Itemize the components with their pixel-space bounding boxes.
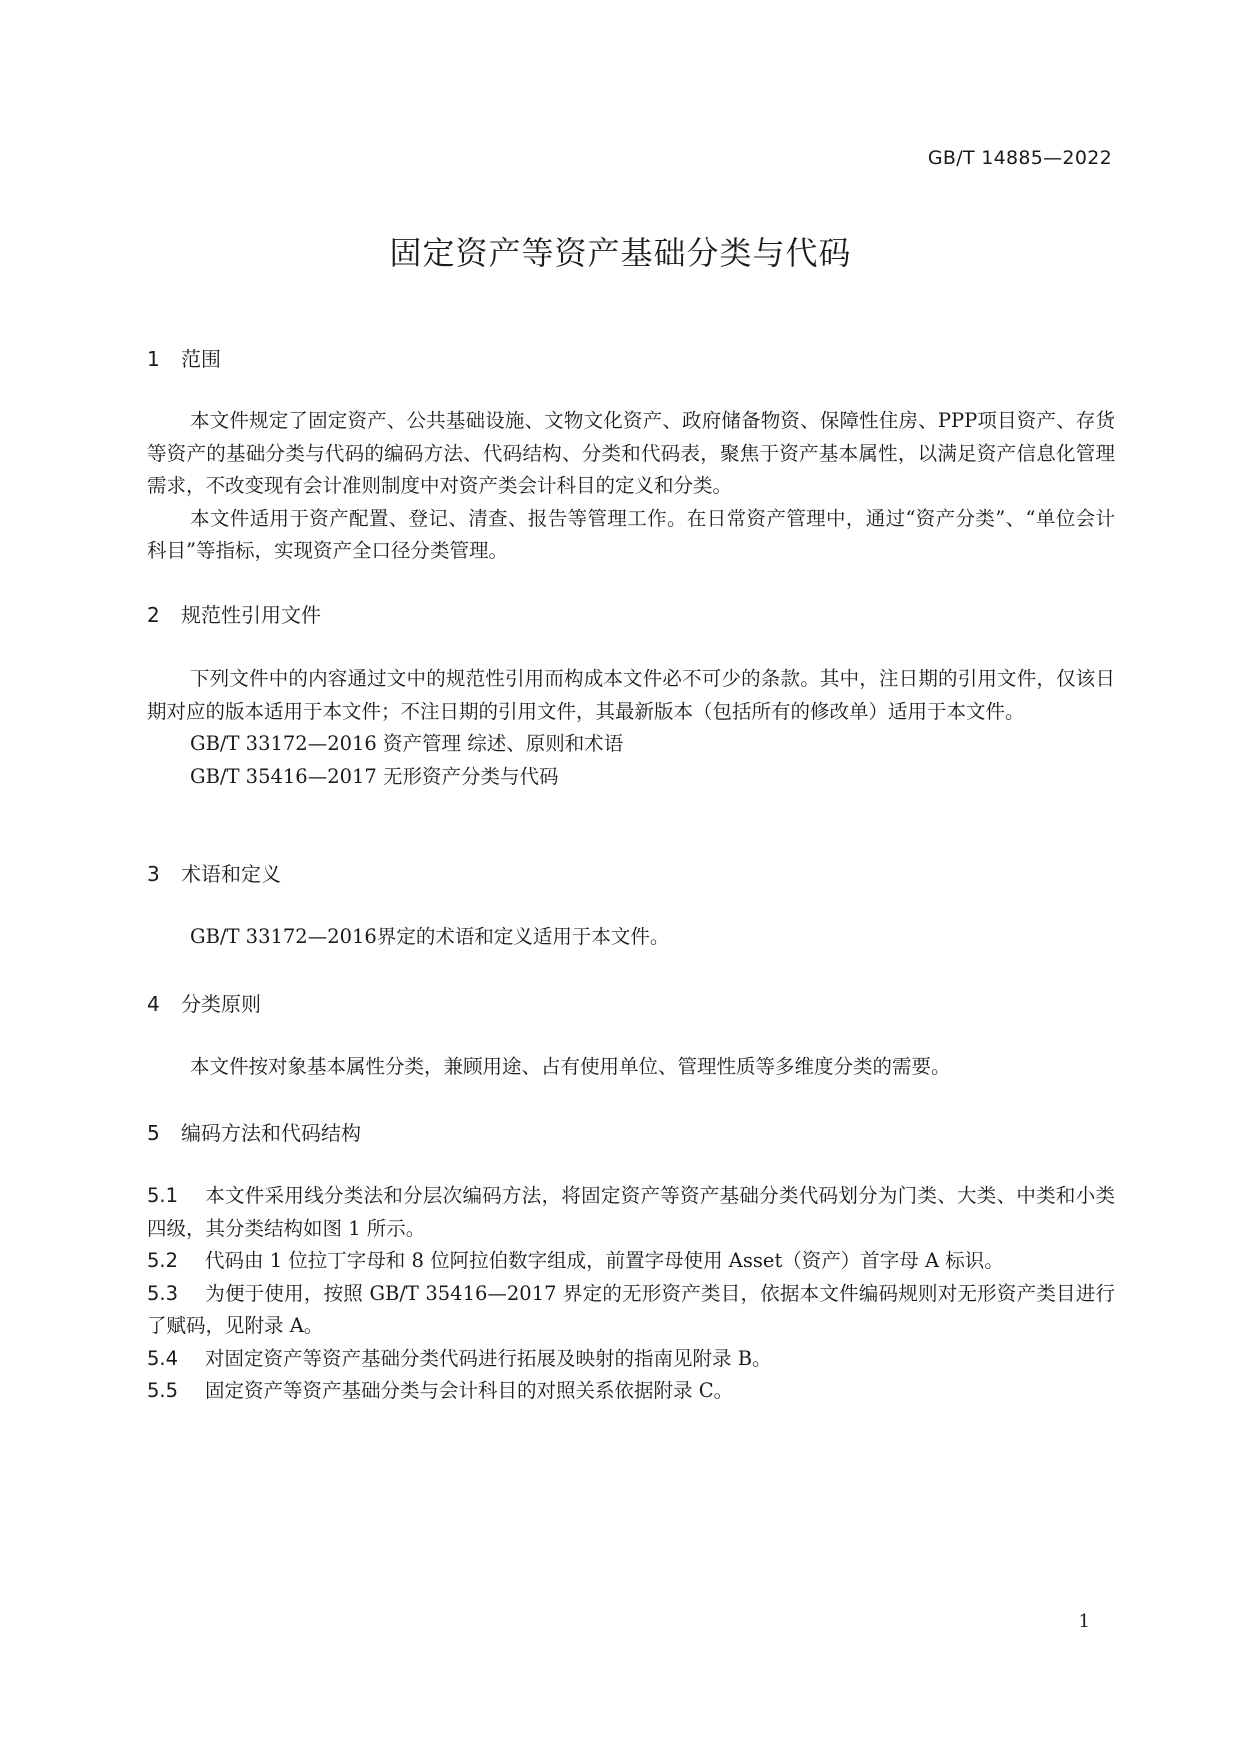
section-normative-references <box>147 599 1115 631</box>
section-title: 编码方法和代码结构 <box>181 1121 361 1145</box>
clause-number: 5.2 <box>147 1249 179 1272</box>
section-coding-method <box>147 1117 1115 1149</box>
paragraph: 本文件适用于资产配置、登记、清查、报告等管理工作。在日常资产管理中，通过“资产分类”、“单位会计科目”等指标，实现资产全口径分类管理。 <box>147 506 1115 562</box>
reference-item: GB/T 35416—2017 无形资产分类与代码 <box>190 764 559 788</box>
page-number: 1 <box>1078 1611 1090 1632</box>
section-heading <box>147 1117 1115 1149</box>
clause-text: 本文件采用线分类法和分层次编码方法，将固定资产等资产基础分类代码划分为门类、大类、中类和小类四级，其分类结构如图 1 所示。 <box>147 1184 1115 1240</box>
section-number: 3 <box>147 862 160 886</box>
section-classification-principles <box>147 988 1115 1020</box>
clause-number: 5.5 <box>147 1379 179 1402</box>
section-scope-body <box>147 405 1115 568</box>
standard-number: GB/T 14885—2022 <box>927 147 1112 169</box>
section-terms <box>147 858 1115 890</box>
section-heading <box>147 988 1115 1020</box>
clause <box>147 1180 1115 1245</box>
section-scope <box>147 343 1115 375</box>
paragraph: 本文件规定了固定资产、公共基础设施、文物文化资产、政府储备物资、保障性住房、PPP项目资产、存货等资产的基础分类与代码的编码方法、代码结构、分类和代码表，聚焦于资产基本属性，以满足资产信息化管理需求，不改变现有会计准则制度中对资产类会计科目的定义和分类。 <box>147 409 1115 497</box>
clause-number: 5.1 <box>147 1184 179 1207</box>
paragraph: GB/T 33172—2016界定的术语和定义适用于本文件。 <box>190 925 670 948</box>
clause-number: 5.3 <box>147 1281 179 1305</box>
section-heading <box>147 343 1115 375</box>
section-title: 范围 <box>181 347 221 371</box>
section-normative-references-body <box>147 663 1115 793</box>
clause <box>147 1375 1115 1408</box>
section-title: 分类原则 <box>181 992 261 1016</box>
document-title: 固定资产等资产基础分类与代码 <box>389 234 852 272</box>
section-number: 4 <box>147 992 160 1016</box>
section-title: 术语和定义 <box>181 862 281 886</box>
reference-item: GB/T 33172—2016 资产管理 综述、原则和术语 <box>190 732 624 755</box>
section-number: 5 <box>147 1121 160 1145</box>
paragraph: 本文件按对象基本属性分类，兼顾用途、占有使用单位、管理性质等多维度分类的需要。 <box>190 1055 951 1078</box>
clause-text: 代码由 1 位拉丁字母和 8 位阿拉伯数字组成，前置字母使用 Asset（资产）首字母 A 标识。 <box>205 1249 1004 1272</box>
clause <box>147 1245 1115 1278</box>
section-heading <box>147 599 1115 631</box>
section-heading <box>147 858 1115 890</box>
paragraph: 下列文件中的内容通过文中的规范性引用而构成本文件必不可少的条款。其中，注日期的引用文件，仅该日期对应的版本适用于本文件；不注日期的引用文件，其最新版本（包括所有的修改单）适用于本文件。 <box>147 667 1115 723</box>
clause-text: 固定资产等资产基础分类与会计科目的对照关系依据附录 C。 <box>205 1379 734 1402</box>
clause <box>147 1343 1115 1376</box>
section-number: 2 <box>147 603 160 627</box>
clause-text: 对固定资产等资产基础分类代码进行拓展及映射的指南见附录 B。 <box>205 1346 772 1370</box>
section-classification-principles-body <box>147 1051 1115 1084</box>
clause <box>147 1278 1115 1343</box>
section-title: 规范性引用文件 <box>181 603 321 627</box>
clause-text: 为便于使用，按照 GB/T 35416—2017 界定的无形资产类目，依据本文件编码规则对无形资产类目进行了赋码，见附录 A。 <box>147 1281 1115 1337</box>
section-coding-method-body <box>147 1180 1115 1408</box>
clause-number: 5.4 <box>147 1346 179 1370</box>
section-terms-body <box>147 921 1115 954</box>
section-number: 1 <box>147 347 160 371</box>
